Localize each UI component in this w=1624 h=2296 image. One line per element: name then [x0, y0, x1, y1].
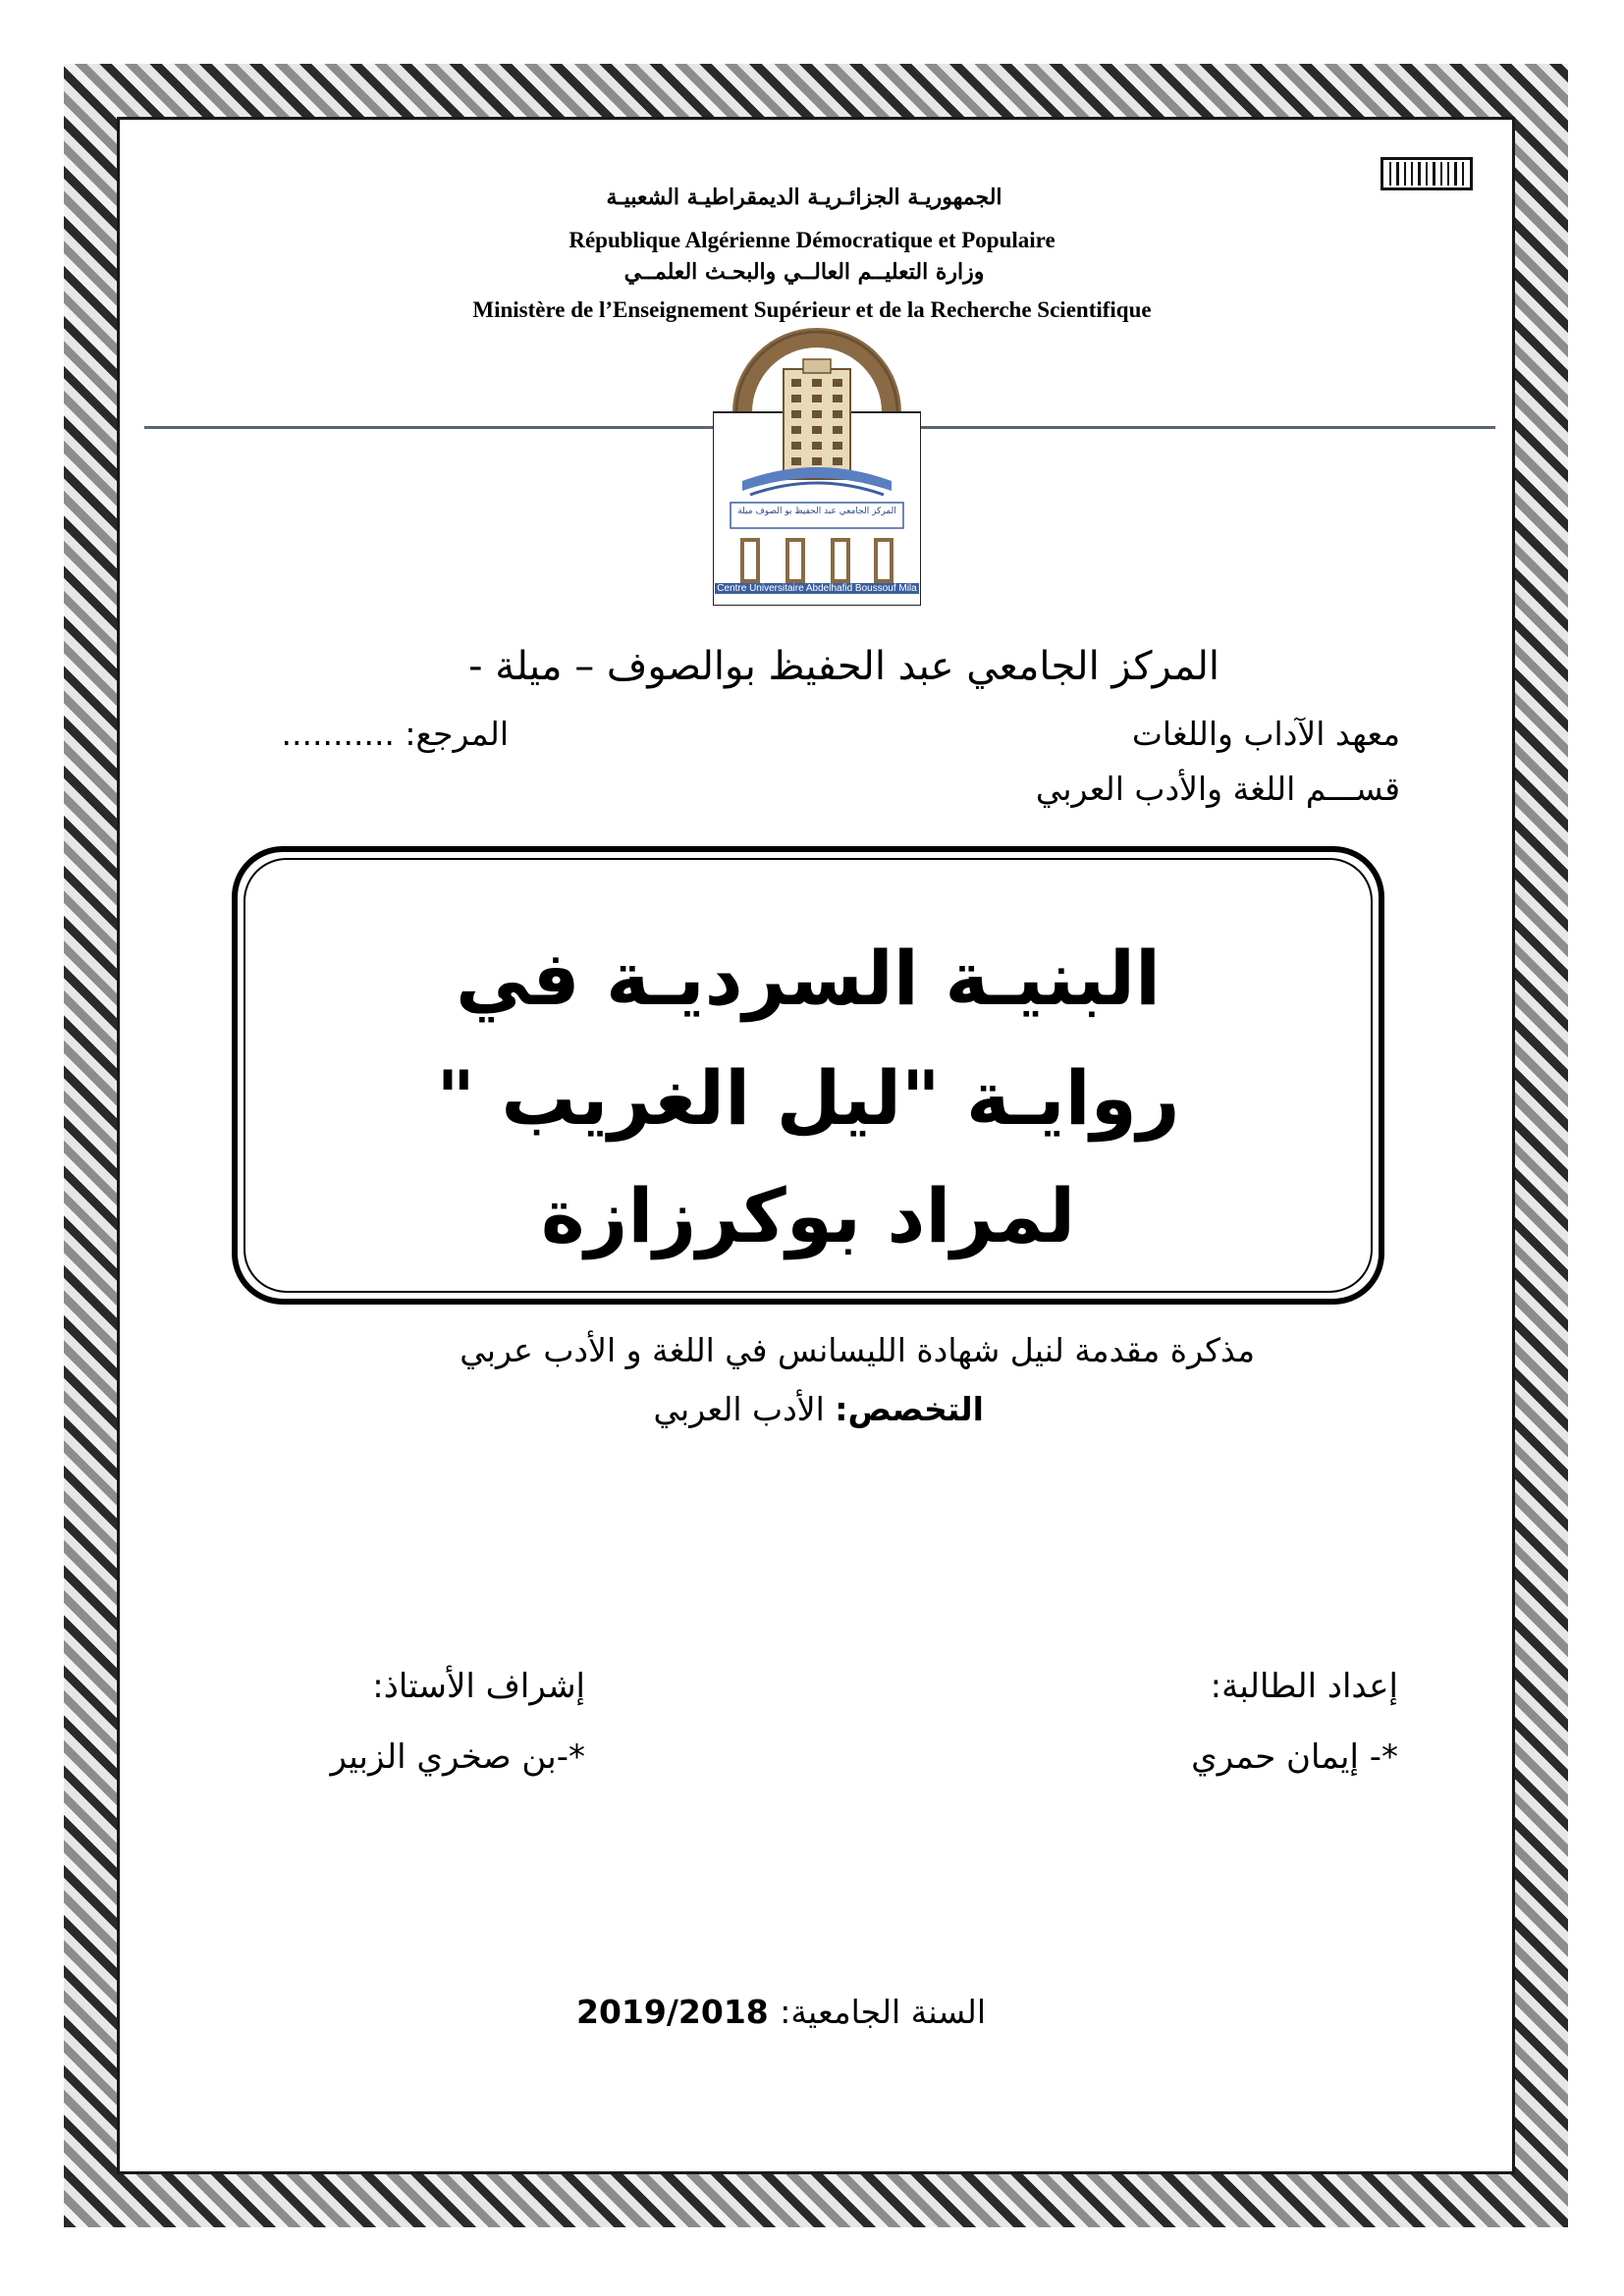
thesis-title-line-3: لمراد بوكرزازة — [540, 1172, 1076, 1259]
student-label: إعداد الطالبة: — [1210, 1667, 1398, 1706]
header-rule-left — [144, 426, 714, 429]
republic-french: République Algérienne Démocratique et Populaire — [568, 228, 1056, 252]
reference-field: المرجع: ........... — [281, 715, 509, 753]
header-rule-right — [921, 426, 1495, 429]
ministry-french: Ministère de l’Enseignement Supérieur et de la Recherche Scientifique — [472, 297, 1152, 322]
supervisor-label: إشراف الأستاذ: — [372, 1667, 585, 1706]
specialty-value: الأدب العربي — [653, 1390, 836, 1428]
republic-arabic: الجمهوريـة الجزائـريـة الديمقراطيـة الشعبيـة — [606, 185, 1002, 210]
institute-name: معهد الآداب واللغات — [1131, 715, 1400, 753]
academic-year-value: 2019/2018 — [576, 1993, 781, 2031]
ministry-arabic: وزارة التعليــم العالــي والبحـث العلمــي — [623, 259, 985, 285]
university-logo — [713, 316, 921, 606]
student-name: *- إيمان حمري — [1191, 1737, 1398, 1777]
thesis-title-line-1: البنيـة السرديـة في — [455, 934, 1162, 1022]
department-name: قســـم اللغة والأدب العربي — [1035, 770, 1400, 808]
supervisor-name: *-بن صخري الزبير — [330, 1737, 585, 1777]
academic-year-label: السنة الجامعية: — [780, 1993, 986, 2031]
thesis-title-line-2: روايـة "ليل الغريب " — [436, 1054, 1180, 1142]
logo-caption-french: Centre Universitaire Abdelhafid Boussouf Mila — [715, 583, 919, 594]
logo-caption-arabic: المركز الجامعي عبد الحفيظ بو الصوف ميلة — [737, 507, 896, 516]
specialty-label: التخصص: — [835, 1390, 984, 1428]
academic-year — [576, 1993, 986, 2031]
memo-purpose: مذكرة مقدمة لنيل شهادة الليسانس في اللغة و الأدب عربي — [460, 1331, 1255, 1369]
university-center-name: المركز الجامعي عبد الحفيظ بوالصوف – ميلة - — [468, 644, 1219, 689]
specialty-line — [654, 1390, 984, 1428]
